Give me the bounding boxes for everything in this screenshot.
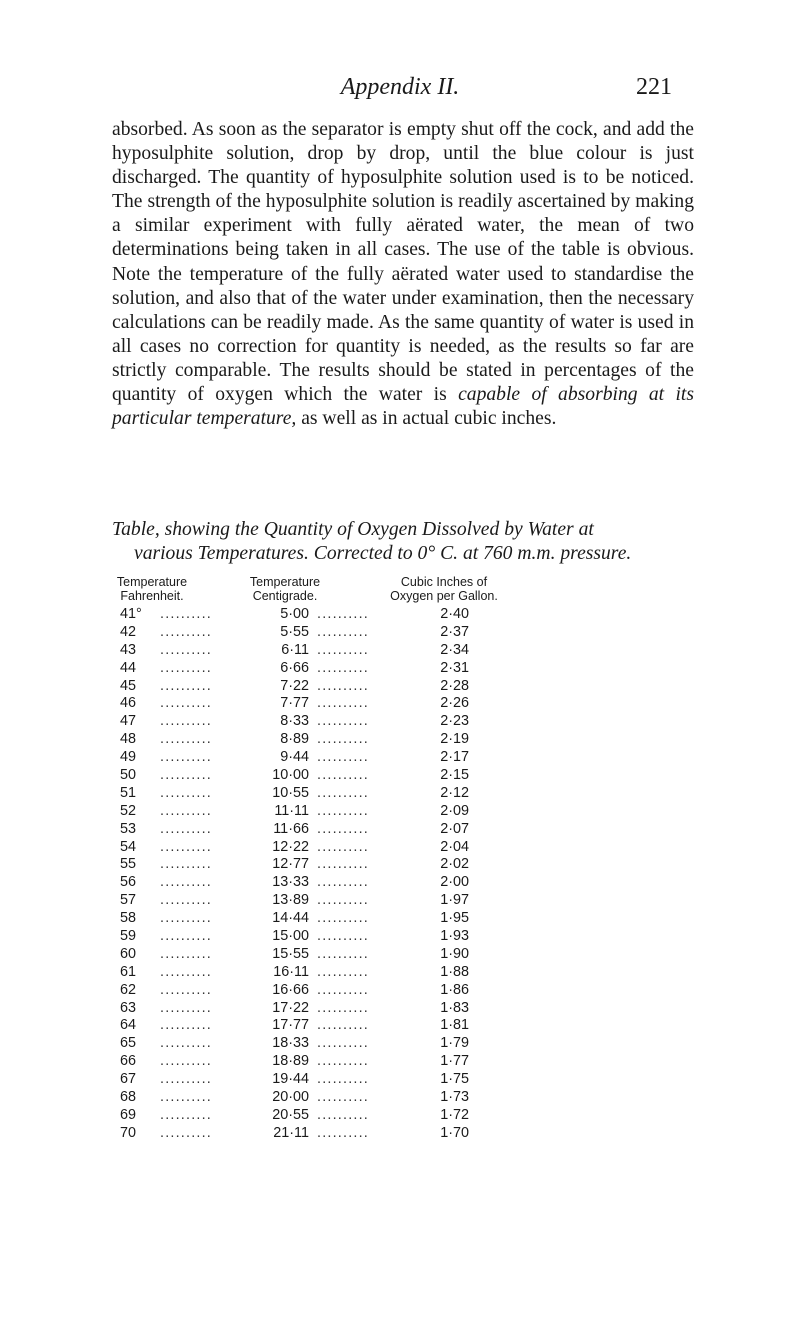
centigrade-cell: 12·77 xyxy=(272,856,309,873)
table-row xyxy=(112,1000,712,1018)
oxygen-cell: 2·28 xyxy=(440,677,469,694)
fahrenheit-cell: 52 xyxy=(120,802,137,819)
dot-leader: .......... xyxy=(160,928,212,945)
table-row xyxy=(112,642,712,660)
centigrade-cell: 9·44 xyxy=(280,749,309,766)
oxygen-cell: 2·19 xyxy=(440,731,469,748)
table-row xyxy=(112,660,712,678)
centigrade-cell: 12·22 xyxy=(272,838,309,855)
dot-leader: .......... xyxy=(160,1017,212,1034)
dot-leader: .......... xyxy=(160,945,212,962)
dot-leader: .......... xyxy=(317,1071,369,1088)
table-row xyxy=(112,1017,712,1035)
table-row xyxy=(112,713,712,731)
centigrade-cell: 7·77 xyxy=(280,695,309,712)
centigrade-cell: 10·00 xyxy=(272,767,309,784)
fahrenheit-cell: 48 xyxy=(120,731,137,748)
dot-leader: .......... xyxy=(160,910,212,927)
dot-leader: .......... xyxy=(317,1124,369,1141)
table-row xyxy=(112,767,712,785)
dot-leader: .......... xyxy=(317,1035,369,1052)
header-oxygen-line2: Oxygen per Gallon. xyxy=(390,589,498,603)
centigrade-cell: 14·44 xyxy=(272,910,309,927)
table-row xyxy=(112,678,712,696)
centigrade-cell: 6·66 xyxy=(280,659,309,676)
centigrade-cell: 11·66 xyxy=(273,820,309,837)
oxygen-cell: 2·23 xyxy=(440,713,469,730)
fahrenheit-cell: 43 xyxy=(120,641,137,658)
dot-leader: .......... xyxy=(160,999,212,1016)
dot-leader: .......... xyxy=(317,1017,369,1034)
table-row xyxy=(112,1107,712,1125)
oxygen-cell: 1·93 xyxy=(440,928,469,945)
dot-leader: .......... xyxy=(160,695,212,712)
table-row xyxy=(112,892,712,910)
table-row xyxy=(112,964,712,982)
header-oxygen xyxy=(380,575,508,603)
oxygen-cell: 2·04 xyxy=(440,838,469,855)
fahrenheit-cell: 44 xyxy=(120,659,137,676)
dot-leader: .......... xyxy=(317,784,369,801)
dot-leader: .......... xyxy=(160,731,212,748)
oxygen-cell: 2·17 xyxy=(440,749,469,766)
centigrade-cell: 19·44 xyxy=(272,1071,309,1088)
centigrade-cell: 11·11 xyxy=(274,802,309,819)
dot-leader: .......... xyxy=(160,767,212,784)
dot-leader: .......... xyxy=(160,713,212,730)
dot-leader: .......... xyxy=(317,731,369,748)
centigrade-cell: 16·66 xyxy=(272,981,309,998)
centigrade-cell: 17·77 xyxy=(272,1017,309,1034)
oxygen-cell: 2·12 xyxy=(440,784,469,801)
fahrenheit-cell: 61 xyxy=(120,963,137,980)
dot-leader: .......... xyxy=(160,606,212,622)
oxygen-cell: 2·07 xyxy=(440,820,469,837)
dot-leader: .......... xyxy=(317,767,369,784)
caption-line-2: various Temperatures. Corrected to 0° C. at 760 m.m. pressure. xyxy=(134,543,632,564)
dot-leader: .......... xyxy=(160,892,212,909)
table-row xyxy=(112,982,712,1000)
paragraph-text-end: as well as in actual cubic inches. xyxy=(296,408,557,430)
dot-leader: .......... xyxy=(160,749,212,766)
centigrade-cell: 10·55 xyxy=(272,784,309,801)
dot-leader: .......... xyxy=(160,981,212,998)
fahrenheit-cell: 50 xyxy=(120,767,137,784)
dot-leader: .......... xyxy=(317,963,369,980)
centigrade-cell: 8·89 xyxy=(280,731,309,748)
fahrenheit-cell: 64 xyxy=(120,1017,137,1034)
fahrenheit-cell: 60 xyxy=(120,945,137,962)
centigrade-cell: 7·22 xyxy=(280,677,309,694)
dot-leader: .......... xyxy=(317,1106,369,1123)
dot-leader: .......... xyxy=(160,784,212,801)
dot-leader: .......... xyxy=(317,713,369,730)
dot-leader: .......... xyxy=(160,874,212,891)
oxygen-cell: 1·77 xyxy=(440,1053,469,1070)
oxygen-cell: 2·02 xyxy=(440,856,469,873)
dot-leader: .......... xyxy=(317,606,369,622)
table-row xyxy=(112,624,712,642)
table-body xyxy=(112,606,712,1143)
centigrade-cell: 15·55 xyxy=(272,945,309,962)
centigrade-cell: 18·89 xyxy=(272,1053,309,1070)
fahrenheit-cell: 57 xyxy=(120,892,137,909)
dot-leader: .......... xyxy=(160,641,212,658)
dot-leader: .......... xyxy=(317,695,369,712)
dot-leader: .......... xyxy=(160,659,212,676)
header-centigrade-line2: Centigrade. xyxy=(252,589,318,603)
dot-leader: .......... xyxy=(317,892,369,909)
dot-leader: .......... xyxy=(160,1053,212,1070)
fahrenheit-cell: 55 xyxy=(120,856,137,873)
dot-leader: .......... xyxy=(317,1053,369,1070)
dot-leader: .......... xyxy=(160,963,212,980)
centigrade-cell: 18·33 xyxy=(272,1035,309,1052)
header-fahrenheit-line2: Fahrenheit. xyxy=(120,589,184,603)
dot-leader: .......... xyxy=(160,1124,212,1141)
dot-leader: .......... xyxy=(160,856,212,873)
centigrade-cell: 17·22 xyxy=(272,999,309,1016)
fahrenheit-cell: 59 xyxy=(120,928,137,945)
oxygen-cell: 1·97 xyxy=(440,892,469,909)
dot-leader: .......... xyxy=(160,1035,212,1052)
centigrade-cell: 20·55 xyxy=(272,1106,309,1123)
dot-leader: .......... xyxy=(317,659,369,676)
oxygen-cell: 1·95 xyxy=(440,910,469,927)
dot-leader: .......... xyxy=(160,1071,212,1088)
dot-leader: .......... xyxy=(317,838,369,855)
fahrenheit-cell: 68 xyxy=(120,1089,137,1106)
fahrenheit-cell: 41° xyxy=(120,606,142,622)
paragraph-text: absorbed. As soon as the separator is empty shut off the cock, and add the hyposulphite solution, drop by drop, until the blue colour is just discharged. The quantity of hyposulphite solution used is to be noticed. The strength of the hyposulphite solution is readily ascertained by making a similar experiment with fully aërated water, the mean of two determinations being taken in all cases. The use of the table is obvious. Note the temperature of the fully aërated water used to standardise the solution, and also that of the water under examination, then the necessary calculations can be readily made. As the same quantity of water is used in all cases no correction for quantity is needed, as the results so far are strictly comparable. The results should be stated in percentages of the quantity of oxygen which the water is xyxy=(112,119,694,406)
centigrade-cell: 5·55 xyxy=(280,623,309,640)
table-row xyxy=(112,821,712,839)
table-row xyxy=(112,803,712,821)
header-oxygen-line1: Cubic Inches of xyxy=(400,575,488,589)
paragraph-emphasis: capable of absorbing at its particular temperature, xyxy=(112,384,694,430)
fahrenheit-cell: 67 xyxy=(120,1071,137,1088)
fahrenheit-cell: 62 xyxy=(120,981,137,998)
centigrade-cell: 20·00 xyxy=(272,1089,309,1106)
fahrenheit-cell: 42 xyxy=(120,623,137,640)
page-number: 221 xyxy=(636,74,672,100)
table-row xyxy=(112,1071,712,1089)
fahrenheit-cell: 69 xyxy=(120,1106,137,1123)
fahrenheit-cell: 53 xyxy=(120,820,137,837)
centigrade-cell: 13·33 xyxy=(272,874,309,891)
oxygen-cell: 2·31 xyxy=(440,659,469,676)
fahrenheit-cell: 46 xyxy=(120,695,137,712)
running-head xyxy=(0,74,800,104)
table-row xyxy=(112,946,712,964)
dot-leader: .......... xyxy=(317,856,369,873)
fahrenheit-cell: 63 xyxy=(120,999,137,1016)
dot-leader: .......... xyxy=(317,677,369,694)
body-paragraph xyxy=(112,118,694,431)
dot-leader: .......... xyxy=(317,641,369,658)
table-row xyxy=(112,731,712,749)
centigrade-cell: 8·33 xyxy=(280,713,309,730)
fahrenheit-cell: 54 xyxy=(120,838,137,855)
dot-leader: .......... xyxy=(317,999,369,1016)
dot-leader: .......... xyxy=(317,945,369,962)
header-centigrade-line1: Temperature xyxy=(249,575,321,589)
oxygen-cell: 1·79 xyxy=(440,1035,469,1052)
table-row xyxy=(112,785,712,803)
table-row xyxy=(112,749,712,767)
table-row xyxy=(112,928,712,946)
oxygen-cell: 2·00 xyxy=(440,874,469,891)
oxygen-cell: 2·40 xyxy=(440,606,469,622)
oxygen-cell: 1·75 xyxy=(440,1071,469,1088)
header-centigrade xyxy=(240,575,330,603)
dot-leader: .......... xyxy=(160,623,212,640)
oxygen-cell: 1·88 xyxy=(440,963,469,980)
fahrenheit-cell: 51 xyxy=(120,784,137,801)
oxygen-cell: 1·83 xyxy=(440,999,469,1016)
dot-leader: .......... xyxy=(160,838,212,855)
caption-line-1: Table, showing the Quantity of Oxygen Dissolved by Water at xyxy=(112,519,594,540)
centigrade-cell: 13·89 xyxy=(272,892,309,909)
dot-leader: .......... xyxy=(317,802,369,819)
oxygen-cell: 1·86 xyxy=(440,981,469,998)
centigrade-cell: 16·11 xyxy=(273,963,309,980)
table-row xyxy=(112,1035,712,1053)
table-row xyxy=(112,910,712,928)
oxygen-cell: 2·37 xyxy=(440,623,469,640)
dot-leader: .......... xyxy=(317,749,369,766)
table-caption xyxy=(112,518,702,566)
header-fahrenheit-line1: Temperature xyxy=(116,575,188,589)
oxygen-cell: 1·81 xyxy=(440,1017,469,1034)
centigrade-cell: 6·11 xyxy=(281,641,309,658)
centigrade-cell: 5·00 xyxy=(280,606,309,622)
oxygen-cell: 1·72 xyxy=(440,1106,469,1123)
fahrenheit-cell: 49 xyxy=(120,749,137,766)
dot-leader: .......... xyxy=(160,802,212,819)
table-row xyxy=(112,1053,712,1071)
dot-leader: .......... xyxy=(160,1106,212,1123)
oxygen-cell: 2·15 xyxy=(440,767,469,784)
fahrenheit-cell: 47 xyxy=(120,713,137,730)
fahrenheit-cell: 45 xyxy=(120,677,137,694)
oxygen-cell: 1·73 xyxy=(440,1089,469,1106)
table-row xyxy=(112,856,712,874)
dot-leader: .......... xyxy=(317,910,369,927)
table-row xyxy=(112,695,712,713)
dot-leader: .......... xyxy=(317,928,369,945)
oxygen-cell: 1·90 xyxy=(440,945,469,962)
fahrenheit-cell: 58 xyxy=(120,910,137,927)
dot-leader: .......... xyxy=(317,874,369,891)
table-row xyxy=(112,606,712,624)
centigrade-cell: 21·11 xyxy=(273,1124,309,1141)
fahrenheit-cell: 70 xyxy=(120,1124,137,1141)
dot-leader: .......... xyxy=(317,1089,369,1106)
header-fahrenheit xyxy=(112,575,192,603)
table-row xyxy=(112,839,712,857)
table-row xyxy=(112,1125,712,1143)
dot-leader: .......... xyxy=(160,1089,212,1106)
oxygen-cell: 1·70 xyxy=(440,1124,469,1141)
table-row xyxy=(112,1089,712,1107)
running-title: Appendix II. xyxy=(340,74,460,100)
oxygen-cell: 2·34 xyxy=(440,641,469,658)
centigrade-cell: 15·00 xyxy=(272,928,309,945)
fahrenheit-cell: 66 xyxy=(120,1053,137,1070)
dot-leader: .......... xyxy=(317,981,369,998)
dot-leader: .......... xyxy=(317,820,369,837)
oxygen-cell: 2·26 xyxy=(440,695,469,712)
fahrenheit-cell: 65 xyxy=(120,1035,137,1052)
table-row xyxy=(112,874,712,892)
dot-leader: .......... xyxy=(160,820,212,837)
fahrenheit-cell: 56 xyxy=(120,874,137,891)
dot-leader: .......... xyxy=(317,623,369,640)
oxygen-cell: 2·09 xyxy=(440,802,469,819)
dot-leader: .......... xyxy=(160,677,212,694)
